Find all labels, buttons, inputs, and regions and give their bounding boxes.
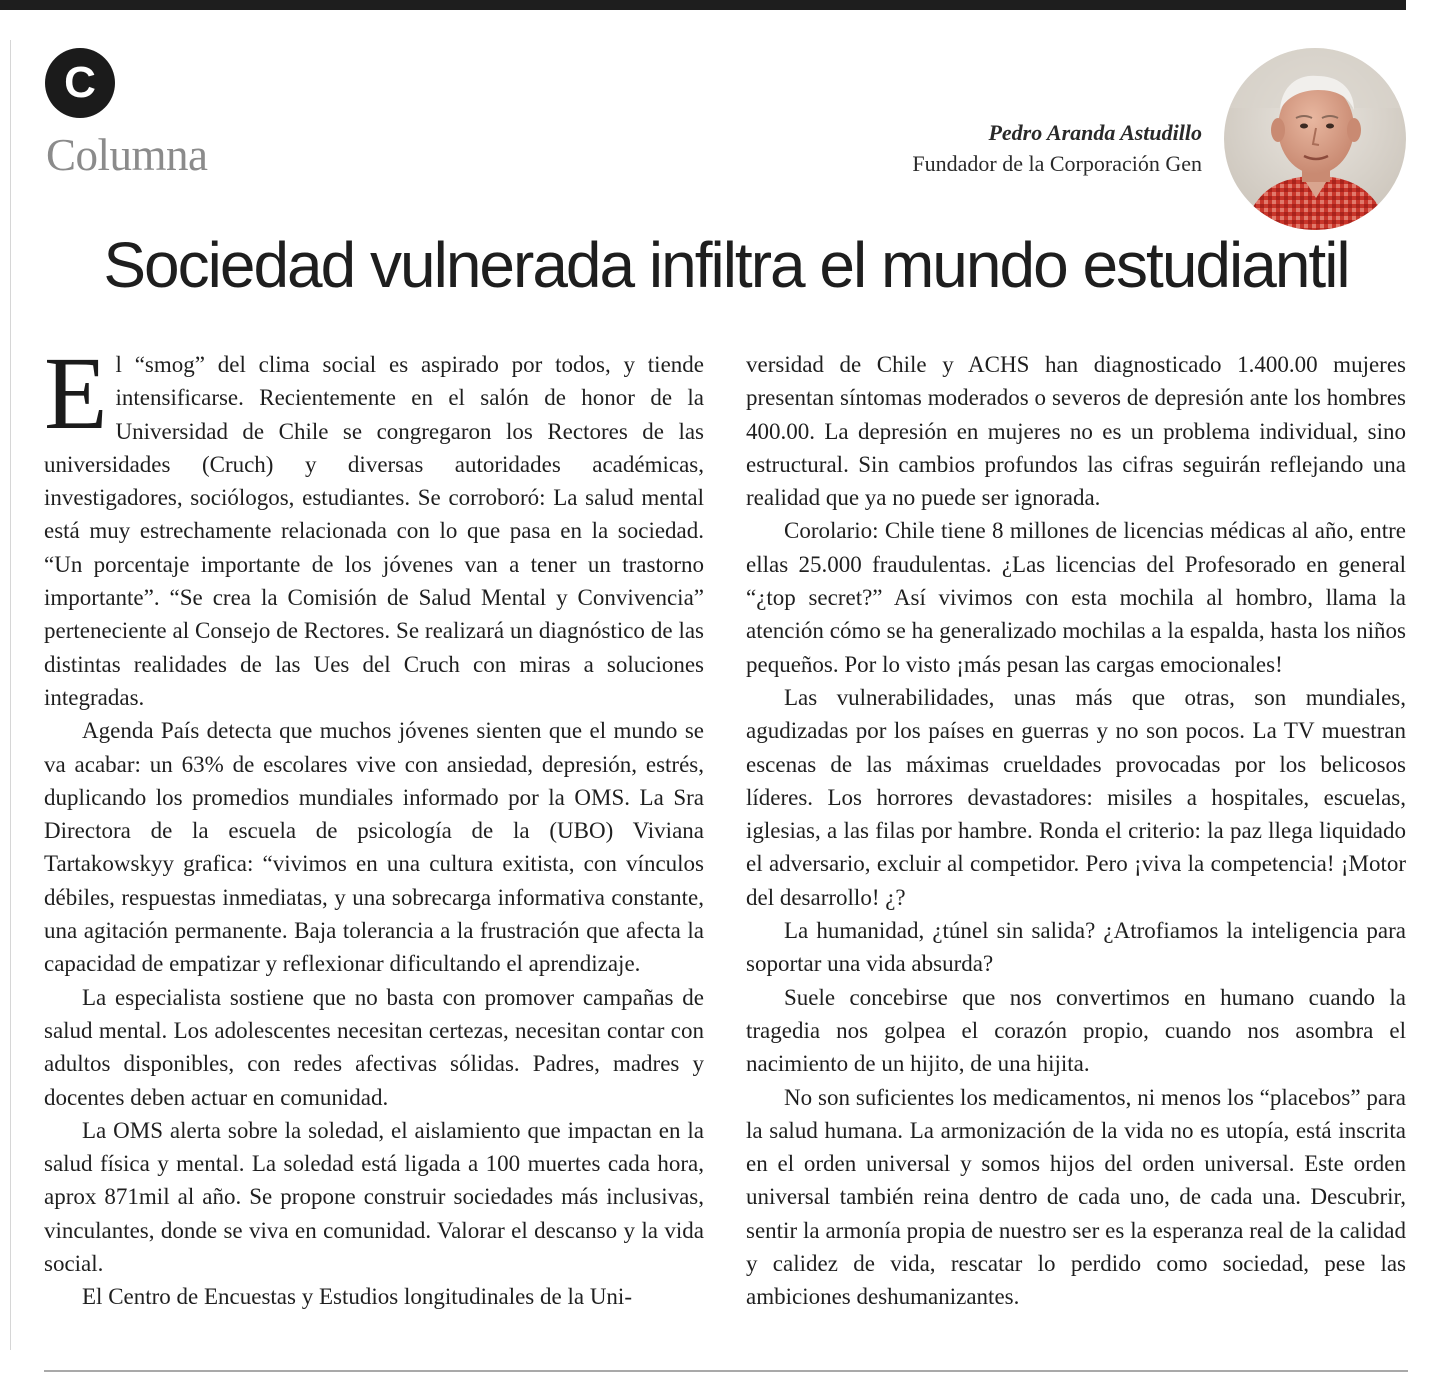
- article-paragraph: La especialista sostiene que no basta con promover campañas de salud mental. Los adolescentes necesitan certezas, necesitan contar con adultos disponibles, con redes afectivas sólidas. Padres, madres y docentes deben actuar en comunidad.: [44, 984, 704, 1110]
- article-paragraph: La OMS alerta sobre la soledad, el aislamiento que impactan en la salud física y mental. La soledad está ligada a 100 muertes cada hora, aprox 871mil al año. Se propone construir sociedades más inclusivas, vinculantes, donde se viva en comunidad. Valorar el descanso y la vida social.: [44, 1117, 704, 1277]
- top-rule: [0, 0, 1406, 10]
- article-paragraph: [44, 336, 704, 714]
- author-photo: [1224, 48, 1406, 230]
- byline: [912, 118, 1202, 180]
- article-paragraph: Agenda País detecta que muchos jóvenes sienten que el mundo se va acabar: un 63% de escolares vive con ansiedad, depresión, estrés, duplicando los promedios mundiales informado por la OMS. La Sra Directora de la escuela de psicología de la (UBO) Viviana Tartakowskyy grafica: “vivimos en una cultura exitista, con vínculos débiles, respuestas inmediatas, y una sobrecarga informativa constante, una agitación permanente. Baja tolerancia a la frustración que afecta la capacidad de empatizar y reflexionar dificultando el aprendizaje.: [44, 718, 704, 977]
- section-badge: C: [45, 48, 115, 118]
- article-paragraph: No son suficientes los medicamentos, ni menos los “placebos” para la salud humana. La armonización de la vida no es utopía, está inscrita en el orden universal y somos hijos del orden universal. Este orden universal también reina dentro de cada uno, de cada una. Descubrir, sentir la armonía propia de nuestro ser es la esperanza real de la calidad y calidez de vida, rescatar lo perdido como sociedad, pese las ambiciones deshumanizantes.: [746, 1084, 1406, 1310]
- headline: Sociedad vulnerada infiltra el mundo estudiantil: [103, 229, 1349, 301]
- author-name: Pedro Aranda Astudillo: [988, 120, 1202, 145]
- author-role: Fundador de la Corporación Gen: [912, 151, 1202, 176]
- article-paragraph: La humanidad, ¿túnel sin salida? ¿Atrofiamos la inteligencia para soportar una vida absurda?: [746, 918, 1406, 977]
- article-paragraph: Suele concebirse que nos convertimos en humano cuando la tragedia nos golpea el corazón propio, cuando nos asombra el nacimiento de un hijito, de una hijita.: [746, 984, 1406, 1077]
- article-paragraph: Las vulnerabilidades, unas más que otras, son mundiales, agudizadas por los países en guerras y no son pocos. La TV muestran escenas de las máximas crueldades provocadas por los belicosos líderes. Los horrores devastadores: misiles a hospitales, escuelas, iglesias, a las filas por hambre. Ronda el criterio: la paz llega liquidado el adversario, excluir al competidor. Pero ¡viva la competencia! ¡Motor del desarrollo! ¿?: [746, 684, 1406, 910]
- left-margin-rule: [10, 40, 11, 1350]
- section-label: Columna: [46, 130, 208, 180]
- article-column-right: [746, 348, 1406, 1314]
- paragraph-text: l “smog” del clima social es aspirado por todos, y tiende intensificarse. Recientemente en el salón de honor de la Universidad de Chile se congregaron los Rectores de las universidades (Cruch) y diversas autoridades académicas, investigadores, sociólogos, estudiantes. Se corroboró: La salud mental está muy estrechamente relacionada con lo que pasa en la sociedad. “Un porcentaje importante de los jóvenes van a tener un trastorno importante”. “Se crea la Comisión de Salud Mental y Convivencia” perteneciente al Consejo de Rectores. Se realizará un diagnóstico de las distintas realidades de las Ues del Cruch con miras a soluciones integradas.: [44, 352, 704, 710]
- article-paragraph: Corolario: Chile tiene 8 millones de licencias médicas al año, entre ellas 25.000 fraudulentas. ¿Las licencias del Profesorado en general “¿top secret?” Así vivimos con esta mochila al hombro, llama la atención cómo se ha generalizado mochilas a la espalda, hasta los niños pequeños. Por lo visto ¡más pesan las cargas emocionales!: [746, 518, 1406, 677]
- drop-cap: E: [44, 336, 108, 451]
- article-paragraph: versidad de Chile y ACHS han diagnosticado 1.400.00 mujeres presentan síntomas moderados o severos de depresión ante los hombres 400.00. La depresión en mujeres no es un problema individual, sino estructural. Sin cambios profundos las cifras seguirán reflejando una realidad que ya no puede ser ignorada.: [746, 352, 1406, 511]
- article-column-left: [44, 336, 704, 1314]
- article-paragraph: El Centro de Encuestas y Estudios longitudinales de la Uni-: [82, 1284, 632, 1310]
- bottom-rule: [44, 1370, 1408, 1372]
- author-portrait-image: [1224, 48, 1406, 230]
